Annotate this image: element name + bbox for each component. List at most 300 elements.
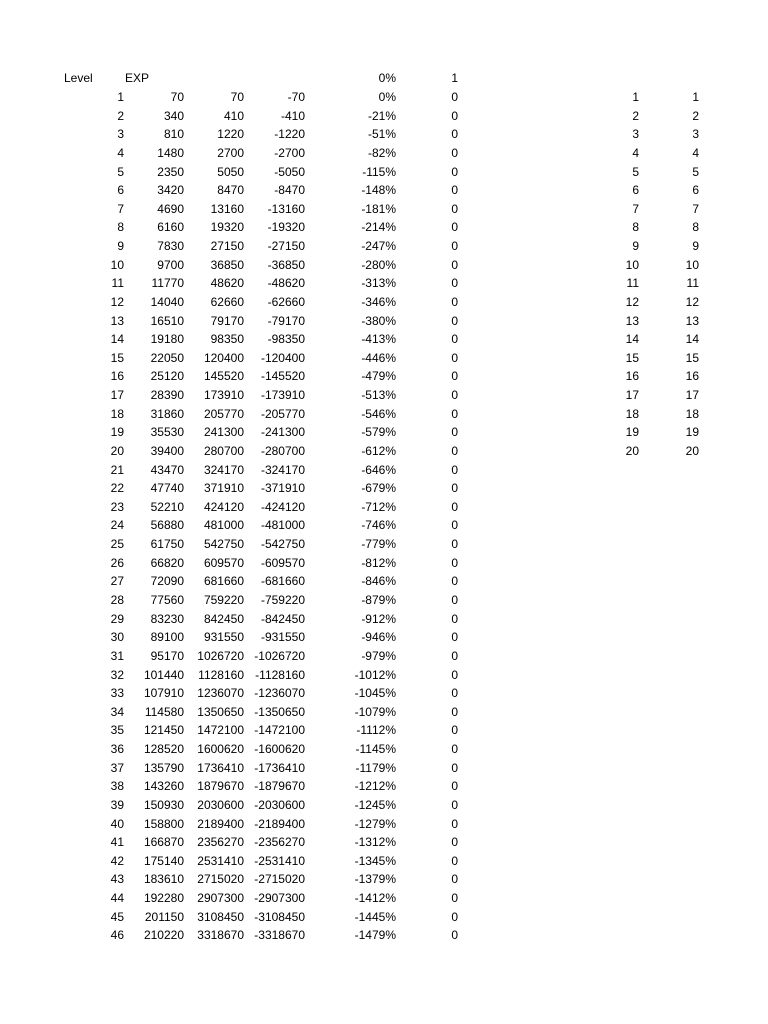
negative-total-cell: -3318670 bbox=[254, 928, 305, 943]
percent-cell: -779% bbox=[361, 537, 396, 552]
percent-cell: -148% bbox=[361, 183, 396, 198]
zero-cell: 0 bbox=[451, 201, 458, 216]
level-cell: 27 bbox=[110, 574, 124, 589]
level-cell: 31 bbox=[110, 648, 124, 663]
zero-cell: 0 bbox=[451, 462, 458, 477]
zero-cell: 0 bbox=[451, 518, 458, 533]
negative-total-cell: -1026720 bbox=[254, 648, 305, 663]
side-index-right-cell: 2 bbox=[692, 108, 699, 123]
zero-cell: 0 bbox=[451, 667, 458, 682]
zero-cell: 0 bbox=[451, 425, 458, 440]
zero-cell: 0 bbox=[451, 332, 458, 347]
negative-total-cell: -36850 bbox=[267, 257, 305, 272]
negative-total-cell: -241300 bbox=[260, 425, 305, 440]
zero-cell: 0 bbox=[451, 593, 458, 607]
side-index-right-cell: 14 bbox=[685, 332, 699, 347]
percent-cell: -912% bbox=[361, 611, 396, 626]
percent-cell: -181% bbox=[361, 201, 396, 216]
side-index-right-cell: 20 bbox=[685, 443, 699, 458]
exp-cell: 11770 bbox=[151, 276, 184, 291]
percent-cell: -413% bbox=[361, 332, 396, 347]
exp-cell: 810 bbox=[163, 127, 184, 142]
negative-total-cell: -173910 bbox=[260, 388, 305, 403]
header-percent: 0% bbox=[378, 71, 396, 85]
side-index-left-cell: 1 bbox=[632, 90, 639, 104]
total-exp-cell: 481000 bbox=[203, 518, 244, 533]
total-exp-cell: 1600620 bbox=[197, 742, 244, 757]
total-exp-cell: 120400 bbox=[203, 350, 244, 365]
side-index-right-cell: 1 bbox=[692, 90, 699, 104]
zero-cell: 0 bbox=[451, 164, 458, 179]
exp-cell: 43470 bbox=[150, 462, 184, 477]
level-cell: 13 bbox=[110, 313, 124, 328]
exp-cell: 66820 bbox=[150, 555, 184, 570]
level-cell: 9 bbox=[117, 239, 124, 254]
zero-cell: 0 bbox=[451, 779, 458, 794]
level-cell: 23 bbox=[110, 499, 124, 514]
zero-cell: 0 bbox=[451, 574, 458, 589]
zero-cell: 0 bbox=[451, 853, 458, 868]
percent-cell: -446% bbox=[361, 350, 396, 365]
total-exp-cell: 3318670 bbox=[197, 928, 244, 943]
level-cell: 41 bbox=[110, 835, 124, 850]
exp-cell: 4690 bbox=[157, 201, 184, 216]
negative-total-cell: -2356270 bbox=[254, 835, 305, 850]
side-index-left-cell: 2 bbox=[632, 108, 639, 123]
zero-cell: 0 bbox=[451, 499, 458, 514]
exp-cell: 121450 bbox=[143, 723, 184, 738]
exp-cell: 47740 bbox=[150, 481, 184, 496]
negative-total-cell: -2189400 bbox=[254, 816, 305, 831]
total-exp-cell: 2715020 bbox=[197, 872, 244, 887]
exp-cell: 19180 bbox=[150, 332, 184, 347]
percent-cell: 0% bbox=[378, 90, 396, 104]
percent-cell: -679% bbox=[361, 481, 396, 496]
negative-total-cell: -1736410 bbox=[254, 760, 305, 775]
negative-total-cell: -2715020 bbox=[254, 872, 305, 887]
zero-cell: 0 bbox=[451, 797, 458, 812]
zero-cell: 0 bbox=[451, 872, 458, 887]
side-index-right-cell: 4 bbox=[692, 145, 699, 160]
level-cell: 43 bbox=[110, 872, 124, 887]
level-cell: 5 bbox=[117, 164, 124, 179]
percent-cell: -546% bbox=[361, 406, 396, 421]
level-cell: 35 bbox=[110, 723, 124, 738]
zero-cell: 0 bbox=[451, 835, 458, 850]
level-cell: 36 bbox=[110, 742, 124, 757]
zero-cell: 0 bbox=[451, 816, 458, 831]
percent-cell: -1479% bbox=[354, 928, 396, 943]
level-cell: 25 bbox=[110, 537, 124, 552]
zero-cell: 0 bbox=[451, 313, 458, 328]
total-exp-cell: 1128160 bbox=[198, 667, 244, 682]
total-exp-cell: 173910 bbox=[203, 388, 244, 403]
zero-cell: 0 bbox=[451, 611, 458, 626]
level-cell: 40 bbox=[110, 816, 124, 831]
negative-total-cell: -1600620 bbox=[254, 742, 305, 757]
negative-total-cell: -2531410 bbox=[254, 853, 305, 868]
total-exp-cell: 5050 bbox=[217, 164, 244, 179]
negative-total-cell: -70 bbox=[287, 90, 305, 104]
percent-cell: -21% bbox=[367, 108, 396, 123]
total-exp-cell: 2531410 bbox=[197, 853, 244, 868]
zero-cell: 0 bbox=[451, 891, 458, 906]
negative-total-cell: -120400 bbox=[260, 350, 305, 365]
exp-cell: 201150 bbox=[144, 909, 184, 924]
level-cell: 30 bbox=[110, 630, 124, 645]
side-index-right-cell: 5 bbox=[692, 164, 699, 179]
side-index-right-cell: 13 bbox=[685, 313, 699, 328]
level-cell: 17 bbox=[110, 388, 124, 403]
zero-cell: 0 bbox=[451, 90, 458, 104]
total-exp-cell: 280700 bbox=[203, 443, 244, 458]
percent-cell: -946% bbox=[361, 630, 396, 645]
negative-total-cell: -13160 bbox=[267, 201, 305, 216]
zero-cell: 0 bbox=[451, 257, 458, 272]
side-index-left-cell: 20 bbox=[625, 443, 639, 458]
level-cell: 45 bbox=[110, 909, 124, 924]
negative-total-cell: -1220 bbox=[274, 127, 305, 142]
exp-cell: 70 bbox=[170, 90, 184, 104]
exp-cell: 150930 bbox=[143, 797, 184, 812]
negative-total-cell: -2030600 bbox=[254, 797, 305, 812]
zero-cell: 0 bbox=[451, 388, 458, 403]
side-index-right-cell: 10 bbox=[685, 257, 699, 272]
zero-cell: 0 bbox=[451, 537, 458, 552]
level-cell: 8 bbox=[117, 220, 124, 235]
side-index-left-cell: 8 bbox=[632, 220, 639, 235]
exp-cell: 83230 bbox=[150, 611, 184, 626]
side-index-left-cell: 4 bbox=[632, 145, 639, 160]
percent-cell: -280% bbox=[361, 257, 396, 272]
side-index-right-cell: 3 bbox=[692, 127, 699, 142]
total-exp-cell: 424120 bbox=[203, 499, 244, 514]
level-cell: 12 bbox=[110, 294, 124, 309]
exp-cell: 14040 bbox=[150, 294, 184, 309]
zero-cell: 0 bbox=[451, 294, 458, 309]
level-cell: 18 bbox=[110, 406, 124, 421]
exp-cell: 39400 bbox=[150, 443, 184, 458]
level-cell: 37 bbox=[110, 760, 124, 775]
percent-cell: -812% bbox=[361, 555, 396, 570]
side-index-left-cell: 13 bbox=[625, 313, 639, 328]
level-cell: 21 bbox=[110, 462, 124, 477]
total-exp-cell: 36850 bbox=[210, 257, 244, 272]
total-exp-cell: 2907300 bbox=[197, 891, 244, 906]
level-cell: 26 bbox=[110, 555, 124, 570]
level-cell: 44 bbox=[110, 891, 124, 906]
total-exp-cell: 1220 bbox=[217, 127, 244, 142]
exp-cell: 16510 bbox=[150, 313, 184, 328]
total-exp-cell: 1472100 bbox=[197, 723, 244, 738]
negative-total-cell: -1879670 bbox=[254, 779, 305, 794]
side-index-right-cell: 6 bbox=[692, 183, 699, 198]
exp-cell: 72090 bbox=[150, 574, 184, 589]
percent-cell: -513% bbox=[361, 388, 396, 403]
exp-cell: 7830 bbox=[157, 239, 184, 254]
percent-cell: -1445% bbox=[354, 909, 396, 924]
exp-cell: 183610 bbox=[143, 872, 184, 887]
negative-total-cell: -62660 bbox=[267, 294, 305, 309]
level-cell: 24 bbox=[110, 518, 124, 533]
negative-total-cell: -410 bbox=[280, 108, 305, 123]
percent-cell: -1212% bbox=[354, 779, 396, 794]
negative-total-cell: -609570 bbox=[260, 555, 305, 570]
level-cell: 42 bbox=[110, 853, 124, 868]
negative-total-cell: -19320 bbox=[267, 220, 305, 235]
exp-cell: 128520 bbox=[143, 742, 184, 757]
negative-total-cell: -98350 bbox=[267, 332, 305, 347]
header-flag: 1 bbox=[451, 71, 458, 85]
total-exp-cell: 145520 bbox=[203, 369, 244, 384]
negative-total-cell: -280700 bbox=[260, 443, 305, 458]
negative-total-cell: -1350650 bbox=[254, 704, 305, 719]
side-index-left-cell: 14 bbox=[625, 332, 639, 347]
exp-cell: 143260 bbox=[143, 779, 184, 794]
exp-cell: 35530 bbox=[150, 425, 184, 440]
side-index-right-cell: 12 bbox=[685, 294, 699, 309]
level-cell: 32 bbox=[110, 667, 124, 682]
zero-cell: 0 bbox=[451, 928, 458, 943]
level-cell: 7 bbox=[117, 201, 124, 216]
exp-cell: 3420 bbox=[157, 183, 184, 198]
total-exp-cell: 609570 bbox=[203, 555, 244, 570]
percent-cell: -1079% bbox=[354, 704, 396, 719]
total-exp-cell: 2356270 bbox=[197, 835, 244, 850]
exp-cell: 210220 bbox=[143, 928, 184, 943]
percent-cell: -51% bbox=[367, 127, 396, 142]
total-exp-cell: 542750 bbox=[203, 537, 244, 552]
exp-cell: 166870 bbox=[143, 835, 184, 850]
total-exp-cell: 3108450 bbox=[197, 909, 244, 924]
percent-cell: -579% bbox=[361, 425, 396, 440]
zero-cell: 0 bbox=[451, 108, 458, 123]
exp-cell: 31860 bbox=[150, 406, 184, 421]
total-exp-cell: 842450 bbox=[203, 611, 244, 626]
total-exp-cell: 2700 bbox=[217, 145, 244, 160]
total-exp-cell: 759220 bbox=[203, 593, 244, 607]
total-exp-cell: 2030600 bbox=[197, 797, 244, 812]
exp-cell: 1480 bbox=[157, 145, 184, 160]
level-cell: 2 bbox=[117, 108, 124, 123]
exp-cell: 175140 bbox=[143, 853, 184, 868]
zero-cell: 0 bbox=[451, 145, 458, 160]
total-exp-cell: 205770 bbox=[203, 406, 244, 421]
zero-cell: 0 bbox=[451, 183, 458, 198]
exp-cell: 192280 bbox=[143, 891, 184, 906]
side-index-left-cell: 7 bbox=[632, 201, 639, 216]
total-exp-cell: 241300 bbox=[203, 425, 244, 440]
percent-cell: -247% bbox=[361, 239, 396, 254]
total-exp-cell: 62660 bbox=[210, 294, 244, 309]
level-cell: 46 bbox=[110, 928, 124, 943]
exp-cell: 101440 bbox=[143, 667, 184, 682]
level-cell: 14 bbox=[110, 332, 124, 347]
total-exp-cell: 13160 bbox=[210, 201, 244, 216]
side-index-left-cell: 16 bbox=[625, 369, 639, 384]
total-exp-cell: 98350 bbox=[210, 332, 244, 347]
total-exp-cell: 19320 bbox=[210, 220, 244, 235]
total-exp-cell: 1736410 bbox=[197, 760, 244, 775]
level-cell: 1 bbox=[117, 90, 124, 104]
negative-total-cell: -1128160 bbox=[255, 667, 305, 682]
exp-cell: 9700 bbox=[157, 257, 184, 272]
side-index-left-cell: 18 bbox=[625, 406, 639, 421]
exp-cell: 340 bbox=[163, 108, 184, 123]
total-exp-cell: 371910 bbox=[203, 481, 244, 496]
zero-cell: 0 bbox=[451, 406, 458, 421]
zero-cell: 0 bbox=[451, 723, 458, 738]
side-index-right-cell: 9 bbox=[692, 239, 699, 254]
exp-cell: 61750 bbox=[150, 537, 184, 552]
negative-total-cell: -1236070 bbox=[254, 686, 305, 701]
level-cell: 38 bbox=[110, 779, 124, 794]
percent-cell: -1245% bbox=[354, 797, 396, 812]
side-index-right-cell: 18 bbox=[685, 406, 699, 421]
negative-total-cell: -5050 bbox=[274, 164, 305, 179]
negative-total-cell: -681660 bbox=[260, 574, 305, 589]
percent-cell: -1112% bbox=[356, 723, 396, 738]
zero-cell: 0 bbox=[451, 220, 458, 235]
header-exp-label: EXP bbox=[125, 71, 150, 85]
percent-cell: -1179% bbox=[355, 760, 396, 775]
side-index-left-cell: 6 bbox=[632, 183, 639, 198]
exp-cell: 52210 bbox=[150, 499, 184, 514]
percent-cell: -380% bbox=[361, 313, 396, 328]
level-cell: 4 bbox=[117, 145, 124, 160]
percent-cell: -1345% bbox=[354, 853, 396, 868]
total-exp-cell: 1026720 bbox=[197, 648, 244, 663]
exp-cell: 56880 bbox=[150, 518, 184, 533]
zero-cell: 0 bbox=[451, 239, 458, 254]
side-index-right-cell: 11 bbox=[686, 276, 699, 291]
negative-total-cell: -842450 bbox=[260, 611, 305, 626]
level-cell: 34 bbox=[110, 704, 124, 719]
level-cell: 15 bbox=[110, 350, 124, 365]
side-index-left-cell: 15 bbox=[625, 350, 639, 365]
zero-cell: 0 bbox=[451, 760, 458, 775]
percent-cell: -479% bbox=[361, 369, 396, 384]
exp-cell: 95170 bbox=[150, 648, 184, 663]
zero-cell: 0 bbox=[451, 481, 458, 496]
percent-cell: -1412% bbox=[354, 891, 396, 906]
total-exp-cell: 410 bbox=[223, 108, 244, 123]
side-index-left-cell: 9 bbox=[632, 239, 639, 254]
percent-cell: -712% bbox=[361, 499, 396, 514]
percent-cell: -879% bbox=[361, 593, 396, 607]
exp-cell: 89100 bbox=[150, 630, 184, 645]
level-cell: 22 bbox=[110, 481, 124, 496]
level-cell: 10 bbox=[110, 257, 124, 272]
percent-cell: -214% bbox=[361, 220, 396, 235]
percent-cell: -846% bbox=[361, 574, 396, 589]
level-cell: 29 bbox=[110, 611, 124, 626]
zero-cell: 0 bbox=[451, 350, 458, 365]
exp-cell: 77560 bbox=[150, 593, 184, 607]
total-exp-cell: 931550 bbox=[203, 630, 244, 645]
exp-cell: 6160 bbox=[157, 220, 184, 235]
percent-cell: -1012% bbox=[354, 667, 396, 682]
zero-cell: 0 bbox=[451, 369, 458, 384]
exp-cell: 107910 bbox=[143, 686, 184, 701]
percent-cell: -1312% bbox=[354, 835, 396, 850]
side-index-right-cell: 17 bbox=[685, 388, 699, 403]
negative-total-cell: -324170 bbox=[260, 462, 305, 477]
side-index-left-cell: 5 bbox=[632, 164, 639, 179]
percent-cell: -346% bbox=[361, 294, 396, 309]
level-cell: 19 bbox=[110, 425, 124, 440]
negative-total-cell: -371910 bbox=[260, 481, 305, 496]
negative-total-cell: -79170 bbox=[267, 313, 305, 328]
negative-total-cell: -145520 bbox=[260, 369, 305, 384]
percent-cell: -313% bbox=[361, 276, 396, 291]
negative-total-cell: -8470 bbox=[274, 183, 305, 198]
exp-cell: 135790 bbox=[143, 760, 184, 775]
total-exp-cell: 79170 bbox=[210, 313, 244, 328]
negative-total-cell: -2907300 bbox=[254, 891, 305, 906]
side-index-right-cell: 7 bbox=[692, 201, 699, 216]
header-level-label: Level bbox=[64, 71, 93, 85]
total-exp-cell: 27150 bbox=[210, 239, 244, 254]
side-index-left-cell: 10 bbox=[625, 257, 639, 272]
zero-cell: 0 bbox=[451, 648, 458, 663]
zero-cell: 0 bbox=[451, 443, 458, 458]
negative-total-cell: -931550 bbox=[260, 630, 305, 645]
zero-cell: 0 bbox=[451, 127, 458, 142]
total-exp-cell: 70 bbox=[230, 90, 244, 104]
total-exp-cell: 48620 bbox=[210, 276, 244, 291]
exp-cell: 158800 bbox=[143, 816, 184, 831]
level-cell: 20 bbox=[110, 443, 124, 458]
exp-cell: 2350 bbox=[157, 164, 184, 179]
exp-cell: 25120 bbox=[150, 369, 184, 384]
level-cell: 6 bbox=[117, 183, 124, 198]
negative-total-cell: -481000 bbox=[260, 518, 305, 533]
total-exp-cell: 1236070 bbox=[197, 686, 244, 701]
level-cell: 28 bbox=[110, 593, 124, 607]
percent-cell: -1145% bbox=[355, 742, 396, 757]
percent-cell: -746% bbox=[361, 518, 396, 533]
zero-cell: 0 bbox=[451, 742, 458, 757]
total-exp-cell: 8470 bbox=[217, 183, 244, 198]
side-index-right-cell: 8 bbox=[692, 220, 699, 235]
side-index-left-cell: 12 bbox=[625, 294, 639, 309]
level-cell: 39 bbox=[110, 797, 124, 812]
side-index-right-cell: 19 bbox=[685, 425, 699, 440]
total-exp-cell: 1879670 bbox=[197, 779, 244, 794]
level-cell: 16 bbox=[110, 369, 124, 384]
negative-total-cell: -542750 bbox=[260, 537, 305, 552]
percent-cell: -1279% bbox=[354, 816, 396, 831]
percent-cell: -1045% bbox=[354, 686, 396, 701]
negative-total-cell: -48620 bbox=[267, 276, 305, 291]
negative-total-cell: -2700 bbox=[274, 145, 305, 160]
zero-cell: 0 bbox=[451, 555, 458, 570]
percent-cell: -1379% bbox=[354, 872, 396, 887]
negative-total-cell: -205770 bbox=[260, 406, 305, 421]
negative-total-cell: -3108450 bbox=[254, 909, 305, 924]
zero-cell: 0 bbox=[451, 276, 458, 291]
level-cell: 11 bbox=[111, 276, 124, 291]
level-cell: 3 bbox=[117, 127, 124, 142]
negative-total-cell: -424120 bbox=[260, 499, 305, 514]
side-index-left-cell: 11 bbox=[626, 276, 639, 291]
side-index-right-cell: 16 bbox=[685, 369, 699, 384]
zero-cell: 0 bbox=[451, 909, 458, 924]
exp-cell: 28390 bbox=[150, 388, 184, 403]
zero-cell: 0 bbox=[451, 704, 458, 719]
total-exp-cell: 324170 bbox=[203, 462, 244, 477]
